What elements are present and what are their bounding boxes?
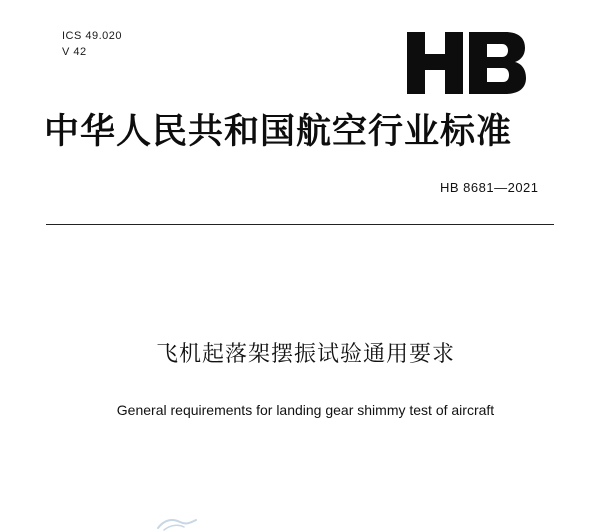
header-divider: [46, 224, 554, 225]
hb-logo-mark: [405, 30, 527, 96]
stamp-fragment-graphic: [150, 514, 210, 531]
faint-stamp-fragment: [150, 514, 210, 531]
standard-number: HB 8681—2021: [440, 180, 539, 195]
standard-category-title: 中华人民共和国航空行业标准: [44, 112, 513, 152]
classification-codes: [62, 28, 122, 60]
hb-logo: [405, 30, 527, 96]
document-title-chinese: 飞机起落架摆振试验通用要求: [155, 342, 455, 367]
ics-code: ICS 49.020: [62, 30, 123, 42]
document-title-english: General requirements for landing gear shimmy test of aircraft: [116, 402, 495, 418]
ccs-code: V 42: [62, 46, 87, 58]
